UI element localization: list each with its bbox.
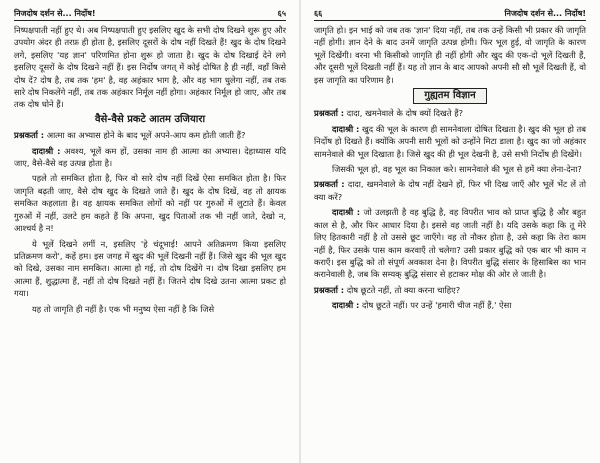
right-question-2 (314, 178, 586, 203)
left-paragraph-3: ये भूलें दिखने लगीं न, इसलिए 'हे चंदूभाई! आपने अतिक्रमण किया इसलिए प्रतिक्रमण करो', कहें हम। इस जगह में खुद की भूलें दिखनी नहीं हैं। जिसे खुद की भूल खुद को दिखे, उसका नाम समकित। आत्मा हो गई, तो दोष दिखेंगे न। दोष दिखा इसलिए हम आत्मा हैं, शुद्धात्मा हैं, नहीं तो दोष दिखते नहीं हैं। जितने दोष दिखे उतना आत्मा प्रकट हो गया। (14, 238, 286, 299)
right-answer-3 (314, 299, 586, 311)
right-question-3 (314, 284, 586, 296)
right-paragraph-2: जिसकी भूल हो, वह भूल का निकाल करे। सामनेवाले की भूल से हमें क्या लेना-देना? (332, 164, 582, 175)
left-paragraph-4: यह तो जागृति ही नहीं है। एक भी मनुष्य ऐसा नहीं है कि जिसे (32, 303, 215, 314)
left-paragraph-1: निष्पक्षपाती नहीं हुए थे। अब निष्पक्षपाती हुए इसलिए खुद के सभी दोष दिखने शुरू हुए और उपयोग अंदर ही तरफ़ ही होता है, इसलिए दूसरों के दोष नहीं दिखते हैं! खुद के दोष दिखने लगे, इसलिए 'यह ज्ञान' परिणमित होना शुरू हो जाता है। खुद के दोष दिखाई देने लगे इसलिए दूसरों के दोष दिखने नहीं हैं। इस निर्दोष जगत् में कोई दोषित है ही नहीं, वहाँ किसे दोष दें? दोष है, तब तक 'हम' है, वह अहंकार भाग है, और वह भाग धुलेगा नहीं, तब तक सारे दोष निकलेंगे नहीं, तब तक अहंकार निर्मूल नहीं होगा। अहंकार निर्मूल हो जाए, और तब तक दोष धोने हैं। (14, 25, 286, 110)
right-header-title: निजदोष दर्शन से... निर्दोष! (504, 8, 586, 18)
left-page (0, 0, 296, 463)
answer-text: खुद की भूल के कारण ही सामनेवाला दोषित दिखता है। खुद की भूल हो तब निर्दोष हो दिखते हैं। क्योंकि अपनी सारी भूलों को उन्होंने मिटा डाला है। खुद का जो अहंकार सामनेवाले की भूल दिखाता है। जिसे खुद की ही भूल देखनी है, उसे सभी निर्दोष ही दिखेंगे। (314, 123, 586, 159)
questioner-label: प्रश्नकर्ता : (314, 284, 345, 295)
book-gutter (299, 0, 301, 463)
question-text: दादा, खमनेवाले के दोष क्यों दिखते हैं? (346, 108, 464, 119)
left-page-number: ६५ (277, 8, 286, 18)
question-text: दोष छूटते नहीं, तो क्या करना चाहिए? (346, 284, 461, 295)
left-running-head (14, 6, 286, 21)
right-running-head (314, 6, 586, 21)
right-paragraph-1: जागृति हो। इन भाई को जब तक 'ज्ञान' दिया नहीं, तब तक उन्हें किसी भी प्रकार की जागृति नहीं होगी। ज्ञान देने के बाद उनमें जागृति उत्पन्न होगी। फिर भूल हुई, वो जागृति के कारण भूलें दिखेंगी। वरना भी किसीको जागृति ही नहीं होगी और खुद की एक-दो भूलें दिखती हैं, और दूसरी भूलें दिखती नहीं हैं। यह तो ज्ञान के बाद आपको अपनी सौ सौ भूलें दिखती हैं, वो इस जागृति का परिणाम है। (314, 25, 586, 85)
answer-text: अवश्य, भूलें कम हों, उसका नाम ही आत्मा का अभ्यास। देहाध्यास यदि जाए, वैसे-वैसे वह उत्पन्न होता है। (14, 145, 286, 169)
question-text: आत्मा का अभ्यास होने के बाद भूलें अपने-आप कम होती जाती हैं? (46, 130, 246, 141)
dadashri-label: दादाश्री : (32, 145, 61, 156)
dadashri-label: दादाश्री : (332, 207, 361, 218)
right-page-number: ६६ (314, 8, 323, 18)
right-answer-1 (314, 123, 586, 160)
left-question-1 (14, 129, 286, 141)
left-answer-1 (14, 145, 286, 170)
right-page (304, 0, 600, 463)
right-answer-2 (314, 206, 586, 280)
dadashri-label: दादाश्री : (332, 300, 360, 311)
questioner-label: प्रश्नकर्ता : (314, 108, 345, 119)
dadashri-label: दादाश्री : (332, 123, 360, 134)
question-text: दादा, खमनेवाले के दोष नहीं देखने हों, फिर भी दिख जाएँ और भूलें भेंट लें तो क्या करें? (314, 179, 587, 202)
answer-text: दोष छूटते नहीं। पर उन्हें 'हमारी चीज नहीं हैं,' ऐसा (361, 300, 512, 311)
left-paragraph-2: पहले तो समकित होता है, फिर वो सारे दोष नहीं दिखें ऐसा समकित होता है। फिर जागृति बढ़ती जाए, वैसे दोष खुद के दिखते जाते हैं। खुद के दोष दिखें, वह तो क्षायक समकित कहलाता है। वह क्षायक समकित लोगों को नहीं पर गुरुओं में लुटाते हैं। केवल गुरुओं में नहीं, उलटे हम कहते हैं कि अपना, खुद पिताओं तक भी नहीं जाते, देखो न, आश्चर्य है न! (14, 173, 286, 234)
questioner-label: प्रश्नकर्ता : (314, 179, 345, 190)
answer-text: जो उलझती है वह बुद्धि है, वह विपरीत भाव को प्राप्त बुद्धि है और बहुत काल से है, और फिर आधार दिया है। इससे वह जाती नहीं है। यदि उसके कहा कि तू मेरे लिए हितकारी नहीं है तो उससे छूट जाएँगे। वह तो नौकर होता है, उसे कहा कि तेरा काम नहीं है, फिर उसके पास काम करवाएँ तो चलेगा? उसी प्रकार बुद्धि को एक बार भी काम न कराएँ। इस बुद्धि को तो संपूर्ण अवकाश देना है। विपरीत बुद्धि संसार के हिसाबिस का भान करानेवाली है, जब कि सम्यक् बुद्धि संसार से हटाकर मोक्ष की ओर ले जाती है। (314, 207, 586, 280)
right-section-heading: गुह्यतम विज्ञान (413, 88, 486, 104)
questioner-label: प्रश्नकर्ता : (14, 130, 45, 141)
left-section-heading: वैसे-वैसे प्रकटे आतम उजियारा (94, 113, 206, 125)
left-header-title: निजदोष दर्शन से... निर्दोष! (14, 8, 96, 18)
right-question-1 (314, 107, 586, 119)
right-section-heading-box (314, 88, 586, 104)
